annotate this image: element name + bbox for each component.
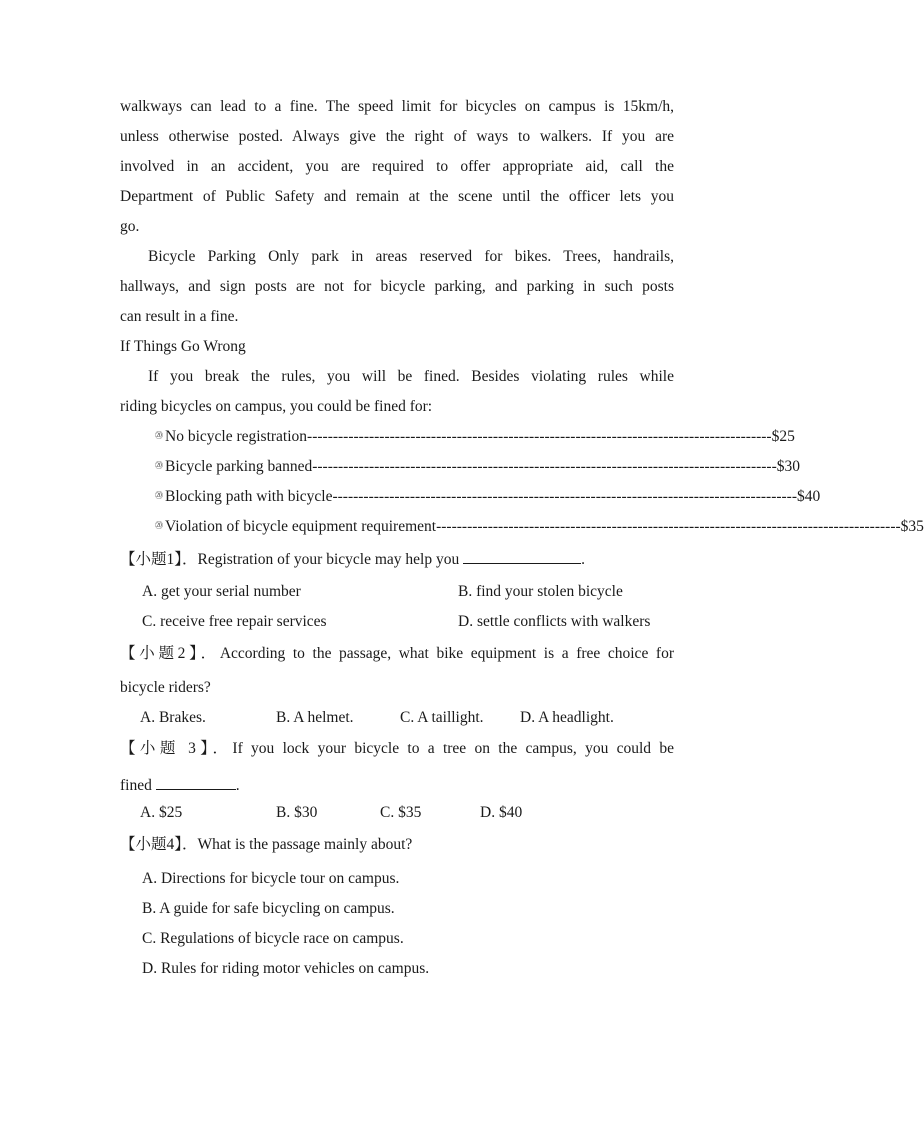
- question-3-stem-cont: [120, 774, 674, 796]
- q4-option-a[interactable]: A. Directions for bicycle tour on campus.: [142, 870, 400, 887]
- q2-option-c[interactable]: C. A taillight.: [400, 709, 484, 726]
- fine-item: [155, 517, 924, 539]
- fine-item: [155, 427, 795, 449]
- fine-amount: $35: [900, 518, 924, 535]
- answer-blank: [463, 548, 581, 564]
- fine-item: [155, 487, 821, 509]
- parking-line-2: hallways, and sign posts are not for bicycle parking, and parking in such posts: [120, 278, 674, 295]
- question-1-stem: [120, 548, 674, 570]
- fine-label: Bicycle parking banned: [165, 458, 313, 475]
- dash-leader: ------------------------------------------------------------------------------------------: [312, 458, 777, 475]
- fine-label: Blocking path with bicycle: [165, 488, 333, 505]
- fine-label: No bicycle registration: [165, 428, 308, 445]
- q2-option-b[interactable]: B. A helmet.: [276, 709, 354, 726]
- q4-option-d[interactable]: D. Rules for riding motor vehicles on campus.: [142, 960, 430, 977]
- q2-option-d[interactable]: D. A headlight.: [520, 709, 614, 726]
- bullet-icon: ⑳: [155, 431, 163, 440]
- passage-line-1: walkways can lead to a fine. The speed limit for bicycles on campus is 15km/h,: [120, 98, 674, 115]
- q1-option-a[interactable]: A. get your serial number: [142, 583, 301, 600]
- question-3-text: fined: [120, 777, 152, 794]
- dash-leader: ------------------------------------------------------------------------------------------: [436, 518, 901, 535]
- q2-option-a[interactable]: A. Brakes.: [140, 709, 206, 726]
- rules-line-2: riding bicycles on campus, you could be fined for:: [120, 398, 433, 415]
- q1-option-d[interactable]: D. settle conflicts with walkers: [458, 613, 651, 630]
- section-heading: If Things Go Wrong: [120, 338, 246, 355]
- question-1-end: .: [581, 551, 585, 568]
- bullet-icon: ⑳: [155, 461, 163, 470]
- passage-line-4: Department of Public Safety and remain at the scene until the officer lets you: [120, 188, 674, 205]
- q1-option-c[interactable]: C. receive free repair services: [142, 613, 327, 630]
- q3-option-c[interactable]: C. $35: [380, 804, 422, 821]
- passage-line-3: involved in an accident, you are required to offer appropriate aid, call the: [120, 158, 674, 175]
- fine-label: Violation of bicycle equipment requirement: [165, 518, 437, 535]
- parking-line-1: Bicycle Parking Only park in areas reserved for bikes. Trees, handrails,: [148, 248, 674, 265]
- q3-option-d[interactable]: D. $40: [480, 804, 523, 821]
- passage-line-5: go.: [120, 218, 140, 235]
- fine-item: [155, 457, 800, 479]
- question-2-stem-cont: bicycle riders?: [120, 679, 211, 696]
- rules-line-1: If you break the rules, you will be fined. Besides violating rules while: [148, 368, 674, 385]
- q3-option-b[interactable]: B. $30: [276, 804, 318, 821]
- question-3-end: .: [235, 777, 240, 794]
- q4-option-b[interactable]: B. A guide for safe bicycling on campus.: [142, 900, 395, 917]
- answer-blank: [156, 774, 236, 790]
- question-2-stem: 【小题2】．According to the passage, what bike equipment is a free choice for: [120, 645, 674, 662]
- q3-option-a[interactable]: A. $25: [140, 804, 183, 821]
- bullet-icon: ⑳: [155, 491, 163, 500]
- q1-option-b[interactable]: B. find your stolen bicycle: [458, 583, 623, 600]
- question-3-stem: 【小题 3】．If you lock your bicycle to a tree on the campus, you could be: [120, 740, 674, 757]
- fine-amount: $30: [776, 458, 800, 475]
- question-4-stem: 【小题4】．What is the passage mainly about?: [120, 836, 413, 853]
- dash-leader: ------------------------------------------------------------------------------------------: [307, 428, 772, 445]
- q4-option-c[interactable]: C. Regulations of bicycle race on campus.: [142, 930, 404, 947]
- question-1-text: 【小题1】．Registration of your bicycle may help you: [120, 551, 460, 568]
- dash-leader: ------------------------------------------------------------------------------------------: [332, 488, 797, 505]
- bullet-icon: ⑳: [155, 521, 163, 530]
- parking-line-3: can result in a fine.: [120, 308, 239, 325]
- fine-amount: $25: [771, 428, 795, 445]
- passage-line-2: unless otherwise posted. Always give the right of ways to walkers. If you are: [120, 128, 674, 145]
- fine-amount: $40: [797, 488, 821, 505]
